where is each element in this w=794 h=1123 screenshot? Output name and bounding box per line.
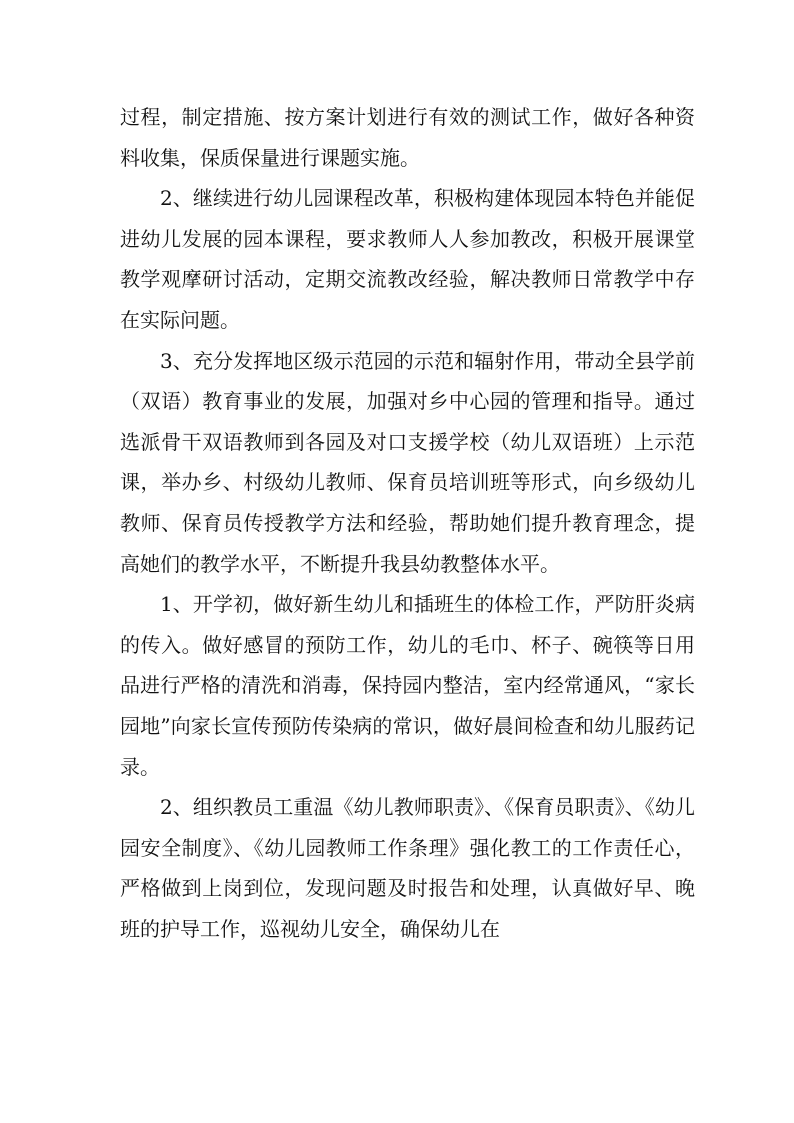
paragraph-continued: 过程，制定措施、按方案计划进行有效的测试工作，做好各种资料收集，保质保量进行课题实施。: [120, 105, 695, 170]
paragraph-item-2-curriculum-reform: 2、继续进行幼儿园课程改革，积极构建体现园本特色并能促进幼儿发展的园本课程，要求教师人人参加教改，积极开展课堂教学观摩研讨活动，定期交流教改经验，解决教师日常教学中存在实际问题。: [120, 186, 695, 332]
document-body: [120, 97, 695, 949]
paragraph-item-3-demonstration-role: 3、充分发挥地区级示范园的示范和辐射作用，带动全县学前（双语）教育事业的发展，加强对乡中心园的管理和指导。通过选派骨干双语教师到各园及对口支援学校（幼儿双语班）上示范课，举办乡、村级幼儿教师、保育员培训班等形式，向乡级幼儿教师、保育员传授教学方法和经验，帮助她们提升教育理念，提高她们的教学水平，不断提升我县幼教整体水平。: [120, 348, 695, 576]
paragraph-item-2-staff-duties: 2、组织教员工重温《幼儿教师职责》、《保育员职责》、《幼儿园安全制度》、《幼儿园教师工作条理》强化教工的工作责任心，严格做到上岗到位，发现问题及时报告和处理，认真做好早、晚班的护导工作，巡视幼儿安全，确保幼儿在: [120, 795, 695, 941]
paragraph-item-1-health-check: 1、开学初，做好新生幼儿和插班生的体检工作，严防肝炎病的传入。做好感冒的预防工作，幼儿的毛巾、杯子、碗筷等日用品进行严格的清洗和消毒，保持园内整洁，室内经常通风，“家长园地”向家长宣传预防传染病的常识，做好晨间检查和幼儿服药记录。: [120, 592, 695, 779]
